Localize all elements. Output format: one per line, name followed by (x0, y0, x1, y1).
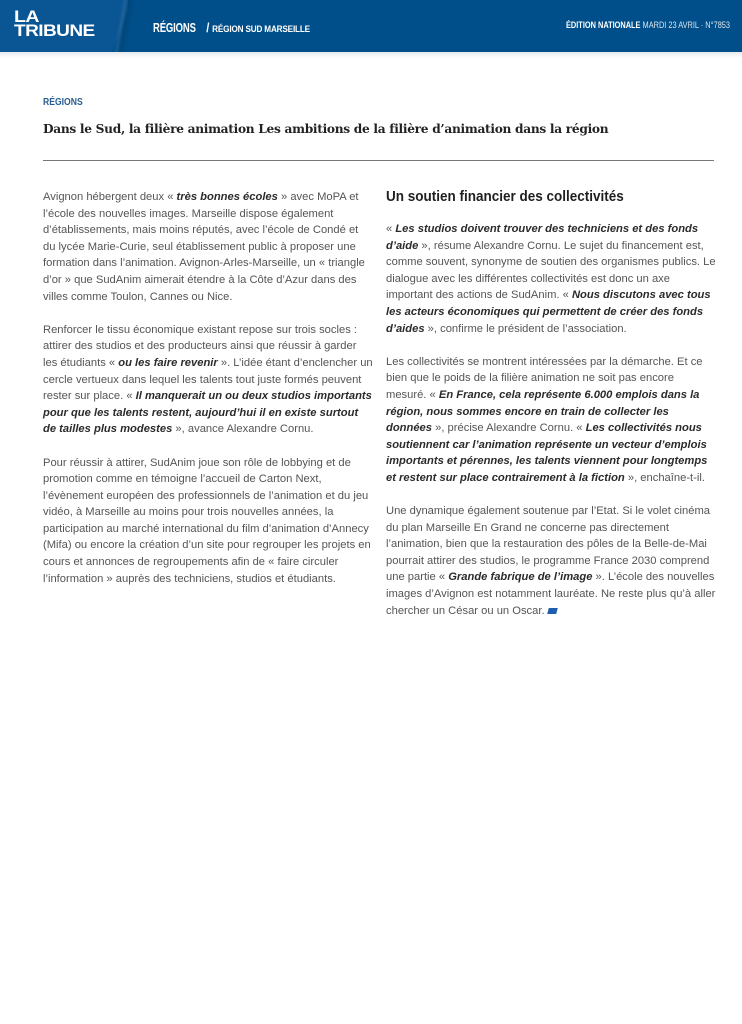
body-text: », précise Alexandre Cornu. « (432, 422, 586, 435)
body-text: » avec MoPA et l’école des nouvelles images. Marseille dispose également d’établissements, mais moins réputés, avec l’école de Condé et du lycée Marie-Curie, seul établissement public à proposer une formation dans l’animation. Avignon-Arles-Marseille, un « triangle d’or » que SudAnim aimerait étendre à la Côte d’Azur dans des villes comme Toulon, Cannes ou Nice. (43, 191, 365, 303)
edition-date-issue: MARDI 23 AVRIL · N°7853 (642, 20, 730, 30)
quote-text: Nous discutons avec tous les acteurs économiques qui permettent de créer des fonds d’aides (386, 289, 711, 335)
quote-text: Les studios doivent trouver des techniciens et des fonds d’aide (386, 223, 699, 252)
title-divider (43, 160, 714, 161)
breadcrumb (153, 19, 336, 37)
body-text: ». L’école des nouvelles images d’Avignon est notamment lauréate. Ne reste plus qu’à aller chercher un César ou un Oscar. (386, 571, 716, 617)
body-text: », résume Alexandre Cornu. Le sujet du financement est, comme souvent, synonyme de soutien des organismes publics. Le dialogue avec les différentes collectivités est donc un axe important des actions de SudAnim. « (386, 239, 716, 302)
article-title: Dans le Sud, la filière animation Les ambitions de la filière d’animation dans la région (43, 122, 609, 136)
end-of-article-icon (547, 608, 558, 614)
paragraph (43, 455, 373, 588)
paragraph (386, 354, 716, 487)
la-tribune-logo[interactable] (14, 7, 95, 40)
quote-text: En France, cela représente 6.000 emplois dans la région, nous sommes encore en train de collecter les données (386, 388, 700, 435)
quote-text: Les collectivités nous soutiennent car l’animation représente un vecteur d’emplois importants et pérennes, les talents viennent pour longtemps et restent sur place contrairement à la fiction (386, 422, 708, 484)
article-left-column (43, 189, 373, 604)
breadcrumb-separator: / (203, 20, 213, 35)
masthead (0, 0, 742, 52)
masthead-diagonal (108, 0, 134, 52)
quote-text: ou les faire revenir (118, 356, 218, 369)
body-text: Renforcer le tissu économique existant repose sur trois socles : attirer des studios et des producteurs ainsi que réussir à garder les étudiants « (43, 323, 358, 369)
quote-text: très bonnes écoles (176, 191, 278, 203)
section-subheading: Un soutien financier des collectivités (386, 188, 624, 205)
logo-line-1: LA (14, 7, 39, 26)
body-text: Une dynamique également soutenue par l’Etat. Si le volet cinéma du plan Marseille En Grand ne concerne pas directement l’animation, bien que la restauration des pôles de la Belle-de-Mai pourrait attirer des studios, le programme France 2030 comprend une partie « (386, 505, 711, 584)
edition-info (566, 20, 730, 30)
article-kicker[interactable]: RÉGIONS (43, 96, 83, 108)
logo-line-2: TRIBUNE (14, 21, 95, 40)
body-text: Pour réussir à attirer, SudAnim joue son rôle de lobbying et de promotion comme en témoigne l’accueil de Carton Next, l’évènement européen des professionnels de l’animation et du jeu vidéo, à Marseille au moins pour trois nouvelles années, la participation au marché international du film d’animation d’Annecy (Mifa) ou encore la création d’un site pour regrouper les projets en cours et annonces de regroupements afin de « faire circuler l’information » auprès des techniciens, studios et étudiants. (43, 456, 371, 585)
body-text: « (386, 223, 396, 235)
body-text: Avignon hébergent deux « (43, 191, 177, 203)
paragraph (386, 503, 716, 619)
article-right-column (386, 187, 716, 636)
paragraph (43, 189, 373, 305)
body-text: », enchaîne-t-il. (624, 471, 705, 484)
masthead-shadow (0, 52, 742, 58)
quote-text: Grande fabrique de l’image (448, 571, 593, 584)
edition-label: ÉDITION NATIONALE (565, 20, 641, 30)
breadcrumb-section[interactable]: RÉGIONS (153, 20, 196, 35)
breadcrumb-subsection[interactable]: RÉGION SUD MARSEILLE (212, 24, 310, 35)
quote-text: Il manquerait un ou deux studios importants pour que les talents restent, aujourd’hui il en existe surtout de tailles plus modestes (43, 390, 372, 436)
paragraph (386, 221, 716, 337)
body-text: Les collectivités se montrent intéressées par la démarche. Et ce bien que le poids de la filière animation ne soit pas encore mesuré. « (386, 355, 703, 401)
paragraph (43, 322, 373, 438)
body-text: », confirme le président de l’association. (424, 322, 627, 335)
body-text: », avance Alexandre Cornu. (172, 423, 314, 436)
body-text: ». L’idée étant d’enclencher un cercle vertueux dans lequel les talents tout juste formés peuvent rester sur place. « (43, 356, 373, 403)
